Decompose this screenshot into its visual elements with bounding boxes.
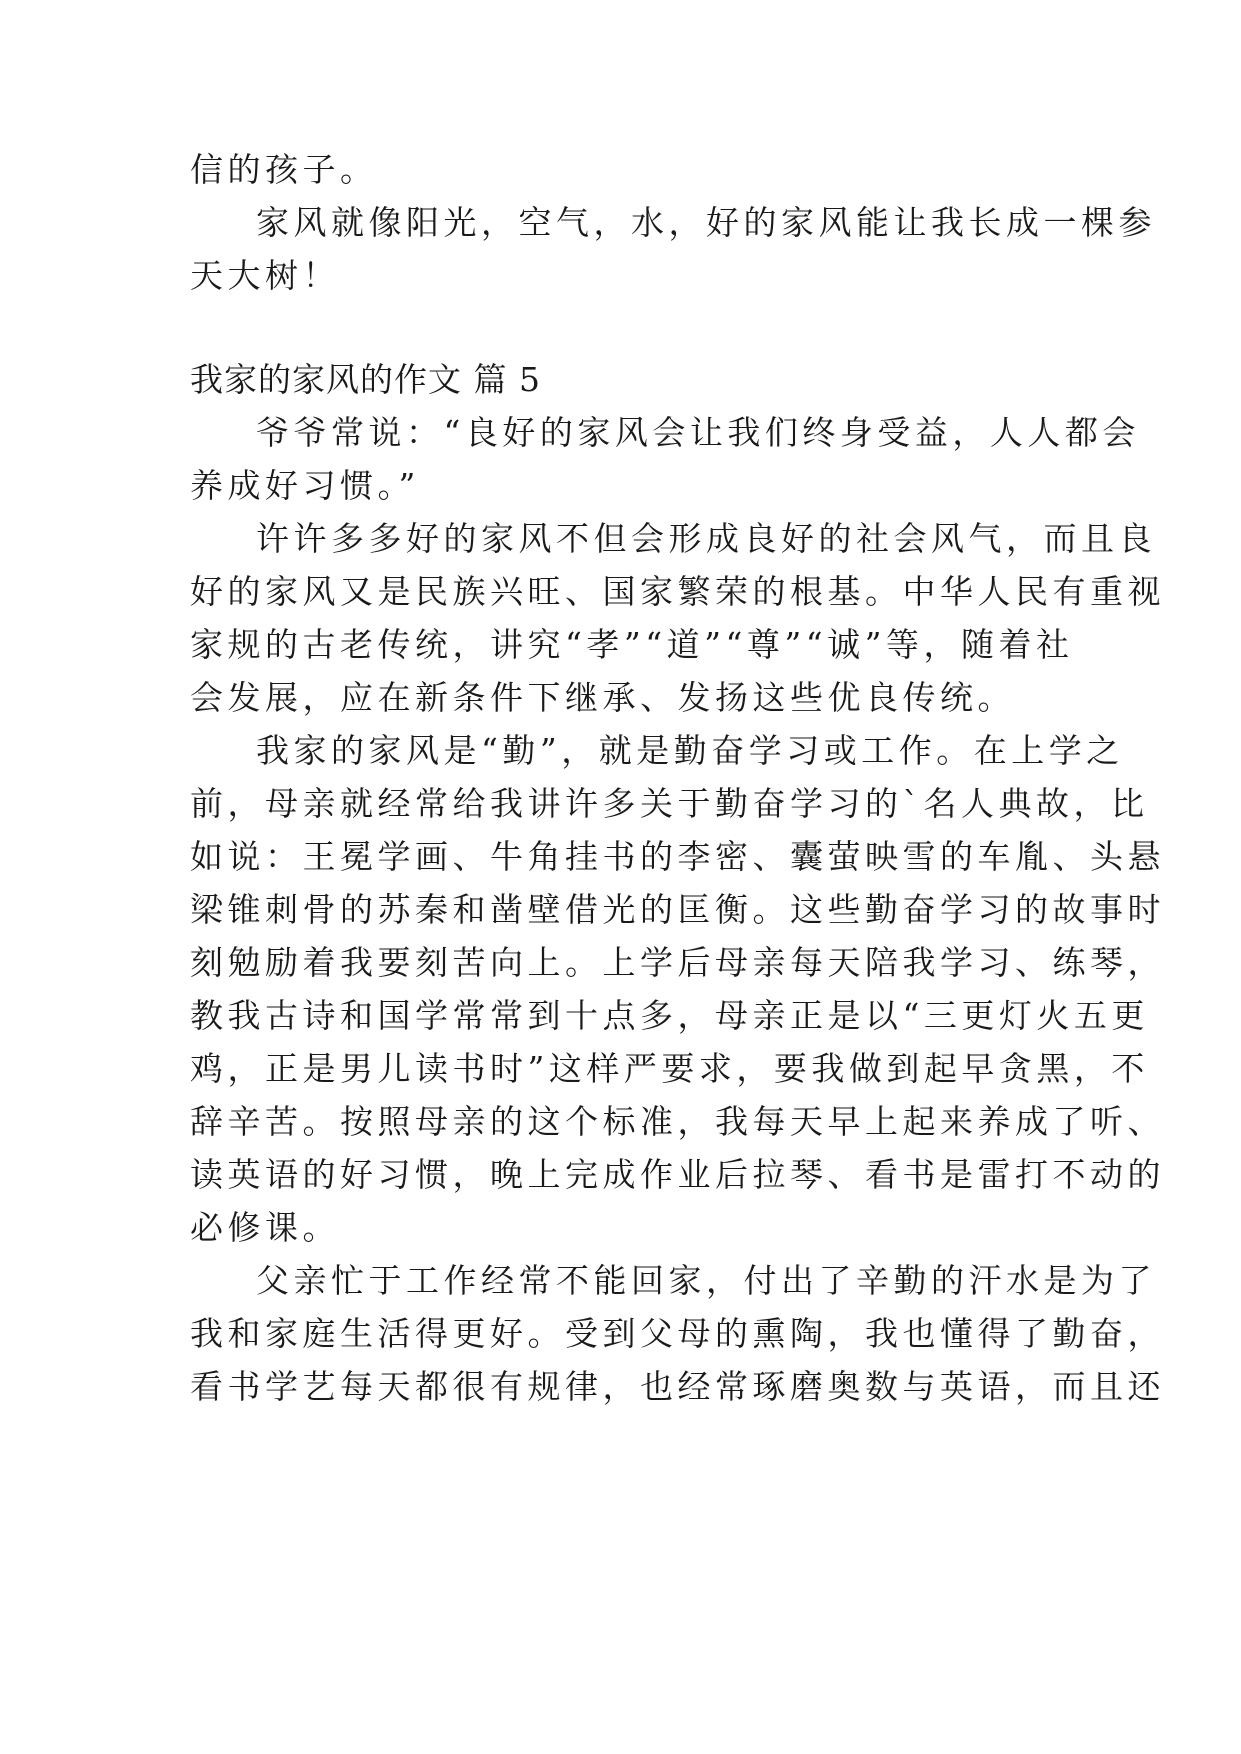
text-line: 天大树！ (190, 256, 340, 295)
text-line: 父亲忙于工作经常不能回家，付出了辛勤的汗水是为了 (256, 1261, 1156, 1300)
text-line: 看书学艺每天都很有规律，也经常琢磨奥数与英语，而且还 (190, 1367, 1165, 1406)
text-line: 我和家庭生活得更好。受到父母的熏陶，我也懂得了勤奋， (190, 1314, 1165, 1353)
text-line: 鸡，正是男儿读书时”这样严要求，要我做到起早贪黑，不 (190, 1049, 1149, 1088)
text-line: 读英语的好习惯，晚上完成作业后拉琴、看书是雷打不动的 (190, 1155, 1165, 1194)
text-line: 信的孩子。 (190, 150, 378, 189)
text-line: 我家的家风是“勤”，就是勤奋学习或工作。在上学之 (256, 731, 1124, 770)
text-line: 刻勉励着我要刻苦向上。上学后母亲每天陪我学习、练琴， (190, 943, 1165, 982)
text-line: 家风就像阳光，空气，水，好的家风能让我长成一棵参 (256, 203, 1156, 242)
text-line: 如说：王冕学画、牛角挂书的李密、囊萤映雪的车胤、头悬 (190, 837, 1165, 876)
text-line: 家规的古老传统，讲究“孝”“道”“尊”“诚”等，随着社 (190, 625, 1074, 664)
text-line: 梁锥刺骨的苏秦和凿壁借光的匡衡。这些勤奋学习的故事时 (190, 890, 1165, 929)
text-line: 养成好习惯。” (190, 466, 420, 505)
text-line: 前，母亲就经常给我讲许多关于勤奋学习的`名人典故，比 (190, 784, 1149, 823)
text-line: 好的家风又是民族兴旺、国家繁荣的根基。中华人民有重视 (190, 572, 1165, 611)
text-line: 许许多多好的家风不但会形成良好的社会风气，而且良 (256, 519, 1156, 558)
text-line: 必修课。 (190, 1208, 340, 1247)
text-line: 教我古诗和国学常常到十点多，母亲正是以“三更灯火五更 (190, 996, 1149, 1035)
section-heading: 我家的家风的作文 篇 5 (190, 360, 541, 399)
text-line: 会发展，应在新条件下继承、发扬这些优良传统。 (190, 678, 1015, 717)
text-line: 辞辛苦。按照母亲的这个标准，我每天早上起来养成了听、 (190, 1102, 1165, 1141)
text-line: 爷爷常说：“良好的家风会让我们终身受益，人人都会 (256, 413, 1140, 452)
